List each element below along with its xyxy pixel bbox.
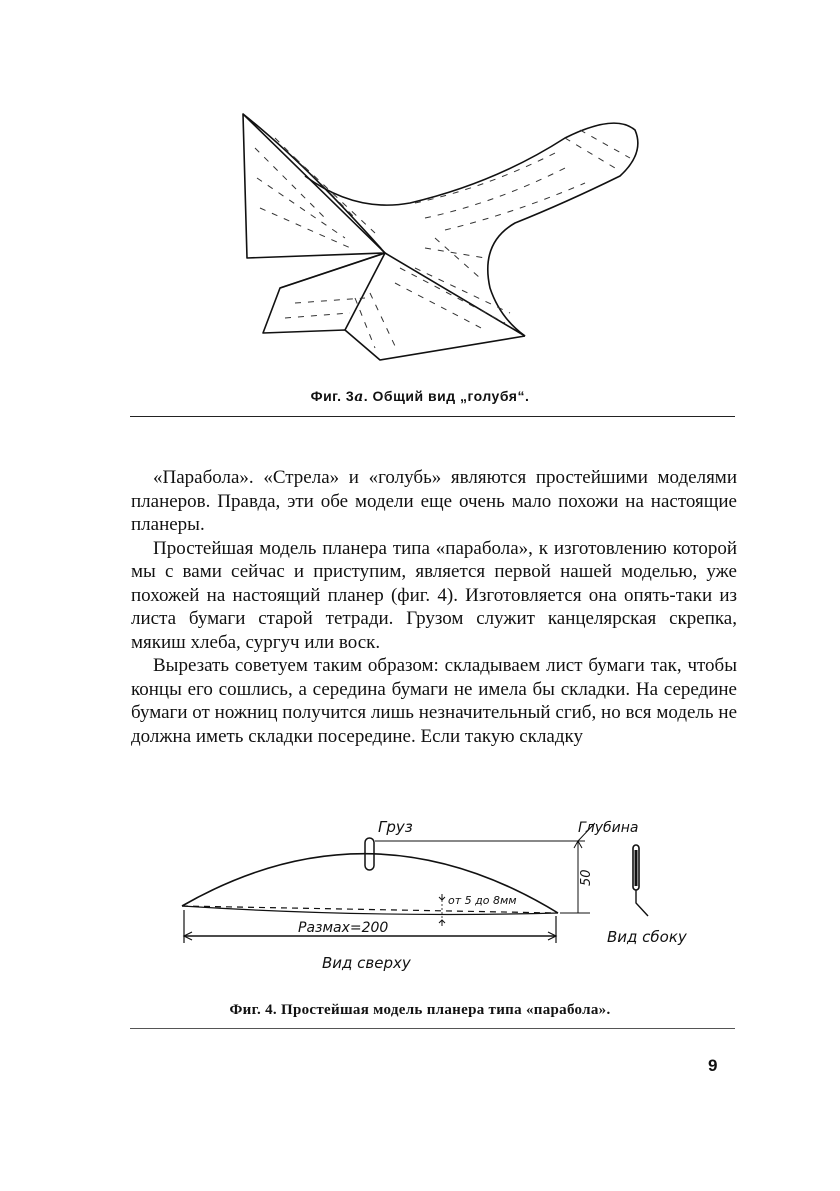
paragraph-2: Простейшая модель планера типа «парабола», к изготовлению которой мы с вами сейчас и приступим, является первой нашей моделью, уже похожей на настоящий планер (фиг. 4). Изготовляется она опять-таки из листа бумаги старой тетради. Грузом служит канцелярская скрепка, мякиш хлеба, сургуч или воск. bbox=[131, 537, 737, 653]
figure-4-caption: Фиг. 4. Простейшая модель планера типа «парабола». bbox=[229, 1002, 611, 1018]
label-depth-value: 50 bbox=[579, 869, 594, 886]
paragraph-1: «Парабола». «Стрела» и «голубь» являются простейшими моделями планеров. Правда, эти обе модели еще очень мало похожи на настоящие планеры. bbox=[131, 467, 737, 535]
label-offset: от 5 до 8мм bbox=[448, 894, 517, 907]
paragraph-3: Вырезать советуем таким образом: складываем лист бумаги так, чтобы концы его сошлись, а середина бумаги не имела бы складки. На середине бумаги от ножниц получится лишь незначительный сгиб, но вся модель не должна иметь складки посередине. Если такую складку bbox=[131, 655, 737, 747]
page-number: 9 bbox=[708, 1056, 718, 1075]
pigeon-glider-drawing bbox=[235, 108, 655, 378]
label-side-view: Вид сбоку bbox=[607, 928, 687, 946]
body-text bbox=[131, 466, 737, 748]
label-span: Размах=200 bbox=[298, 920, 389, 936]
label-depth: Глубина bbox=[578, 820, 639, 836]
figure-3a-caption: Фиг. 3а. Общий вид „голубя“. bbox=[310, 388, 530, 405]
parabola-glider-diagram bbox=[170, 808, 710, 978]
divider-top bbox=[130, 416, 735, 417]
label-top-view: Вид сверху bbox=[322, 954, 411, 972]
divider-bottom bbox=[130, 1028, 735, 1029]
label-weight: Груз bbox=[378, 818, 413, 836]
